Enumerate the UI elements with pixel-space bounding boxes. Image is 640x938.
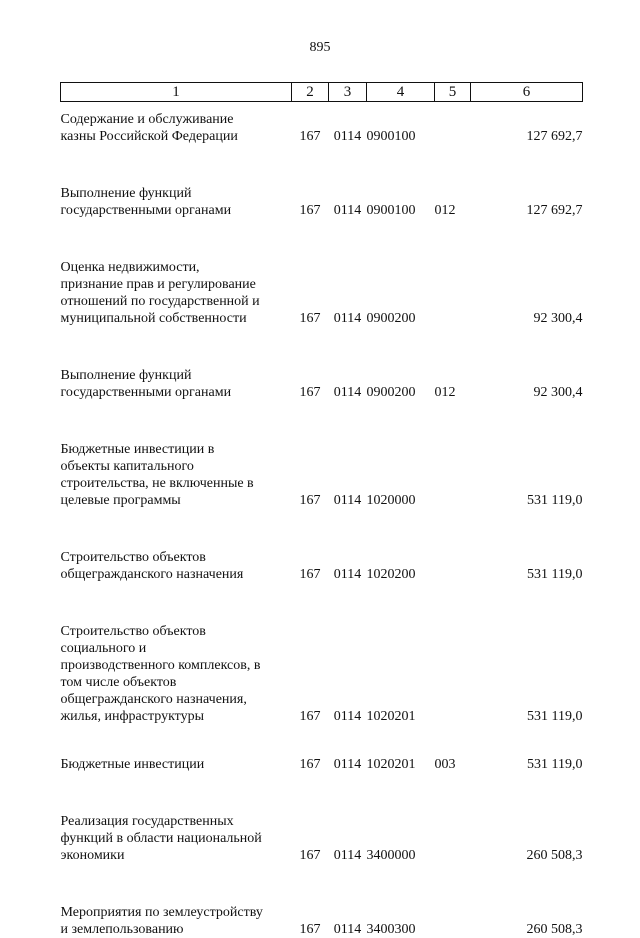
column-header-6: 6 (471, 83, 583, 102)
column-header-5: 5 (435, 83, 471, 102)
row-col-6: 260 508,3 (471, 773, 583, 864)
row-col-6: 260 508,3 (471, 864, 583, 938)
row-col-6: 92 300,4 (471, 219, 583, 327)
table-body (61, 102, 583, 938)
description-line: том числе объектов (61, 674, 292, 691)
row-col-2: 167 (292, 773, 329, 864)
description-line: Бюджетные инвестиции (61, 756, 292, 773)
description-line: отношений по государственной и (61, 293, 292, 310)
row-description (61, 583, 292, 725)
table-row (61, 583, 583, 725)
row-col-4: 0900100 (367, 145, 435, 219)
row-col-4: 3400300 (367, 864, 435, 938)
row-description (61, 327, 292, 401)
description-line: государственными органами (61, 202, 292, 219)
description-line: Мероприятия по землеустройству (61, 904, 292, 921)
description-line: Бюджетные инвестиции в (61, 441, 292, 458)
description-line: общегражданского назначения, (61, 691, 292, 708)
row-col-5 (435, 864, 471, 938)
row-col-6: 531 119,0 (471, 401, 583, 509)
table-row (61, 773, 583, 864)
row-col-5 (435, 102, 471, 146)
description-line: Строительство объектов (61, 623, 292, 640)
description-line: социального и (61, 640, 292, 657)
row-col-3: 0114 (329, 725, 367, 773)
table-header-row (61, 83, 583, 102)
row-col-2: 167 (292, 509, 329, 583)
row-col-5: 012 (435, 145, 471, 219)
description-line: казны Российской Федерации (61, 128, 292, 145)
column-header-2: 2 (292, 83, 329, 102)
description-line: и землепользованию (61, 921, 292, 938)
table-row (61, 725, 583, 773)
row-col-3: 0114 (329, 583, 367, 725)
column-header-4: 4 (367, 83, 435, 102)
row-description (61, 509, 292, 583)
row-col-3: 0114 (329, 327, 367, 401)
row-col-5: 012 (435, 327, 471, 401)
row-col-3: 0114 (329, 864, 367, 938)
row-col-2: 167 (292, 327, 329, 401)
description-line: строительства, не включенные в (61, 475, 292, 492)
row-col-6: 531 119,0 (471, 725, 583, 773)
table-row (61, 401, 583, 509)
row-description (61, 864, 292, 938)
row-col-6: 127 692,7 (471, 102, 583, 146)
row-description (61, 102, 292, 146)
description-line: Строительство объектов (61, 549, 292, 566)
row-col-4: 1020201 (367, 583, 435, 725)
row-col-2: 167 (292, 401, 329, 509)
row-col-6: 531 119,0 (471, 583, 583, 725)
table-row (61, 219, 583, 327)
row-col-6: 531 119,0 (471, 509, 583, 583)
row-col-4: 1020200 (367, 509, 435, 583)
row-col-3: 0114 (329, 401, 367, 509)
row-col-4: 0900200 (367, 219, 435, 327)
description-line: целевые программы (61, 492, 292, 509)
page-number: 895 (0, 40, 640, 56)
row-col-3: 0114 (329, 102, 367, 146)
description-line: Оценка недвижимости, (61, 259, 292, 276)
row-col-4: 3400000 (367, 773, 435, 864)
description-line: объекты капитального (61, 458, 292, 475)
column-header-3: 3 (329, 83, 367, 102)
row-col-5 (435, 509, 471, 583)
description-line: функций в области национальной (61, 830, 292, 847)
description-line: общегражданского назначения (61, 566, 292, 583)
row-col-6: 127 692,7 (471, 145, 583, 219)
row-col-5 (435, 401, 471, 509)
description-line: Реализация государственных (61, 813, 292, 830)
row-col-4: 1020201 (367, 725, 435, 773)
budget-table (60, 82, 583, 938)
description-line: производственного комплексов, в (61, 657, 292, 674)
row-col-2: 167 (292, 583, 329, 725)
row-col-6: 92 300,4 (471, 327, 583, 401)
row-col-4: 0900200 (367, 327, 435, 401)
row-col-2: 167 (292, 145, 329, 219)
row-col-3: 0114 (329, 509, 367, 583)
row-col-5 (435, 583, 471, 725)
description-line: экономики (61, 847, 292, 864)
table-row (61, 509, 583, 583)
description-line: государственными органами (61, 384, 292, 401)
table-row (61, 327, 583, 401)
row-col-2: 167 (292, 102, 329, 146)
row-col-3: 0114 (329, 219, 367, 327)
description-line: жилья, инфраструктуры (61, 708, 292, 725)
row-description (61, 401, 292, 509)
row-col-4: 1020000 (367, 401, 435, 509)
row-description (61, 725, 292, 773)
table-row (61, 145, 583, 219)
description-line: Выполнение функций (61, 185, 292, 202)
table-row (61, 102, 583, 146)
description-line: Содержание и обслуживание (61, 111, 292, 128)
row-description (61, 145, 292, 219)
description-line: признание прав и регулирование (61, 276, 292, 293)
row-col-2: 167 (292, 219, 329, 327)
row-col-5 (435, 773, 471, 864)
row-description (61, 219, 292, 327)
row-col-3: 0114 (329, 145, 367, 219)
row-col-4: 0900100 (367, 102, 435, 146)
row-col-2: 167 (292, 725, 329, 773)
row-description (61, 773, 292, 864)
row-col-5: 003 (435, 725, 471, 773)
row-col-5 (435, 219, 471, 327)
description-line: муниципальной собственности (61, 310, 292, 327)
column-header-1: 1 (61, 83, 292, 102)
row-col-3: 0114 (329, 773, 367, 864)
table-row (61, 864, 583, 938)
description-line: Выполнение функций (61, 367, 292, 384)
row-col-2: 167 (292, 864, 329, 938)
